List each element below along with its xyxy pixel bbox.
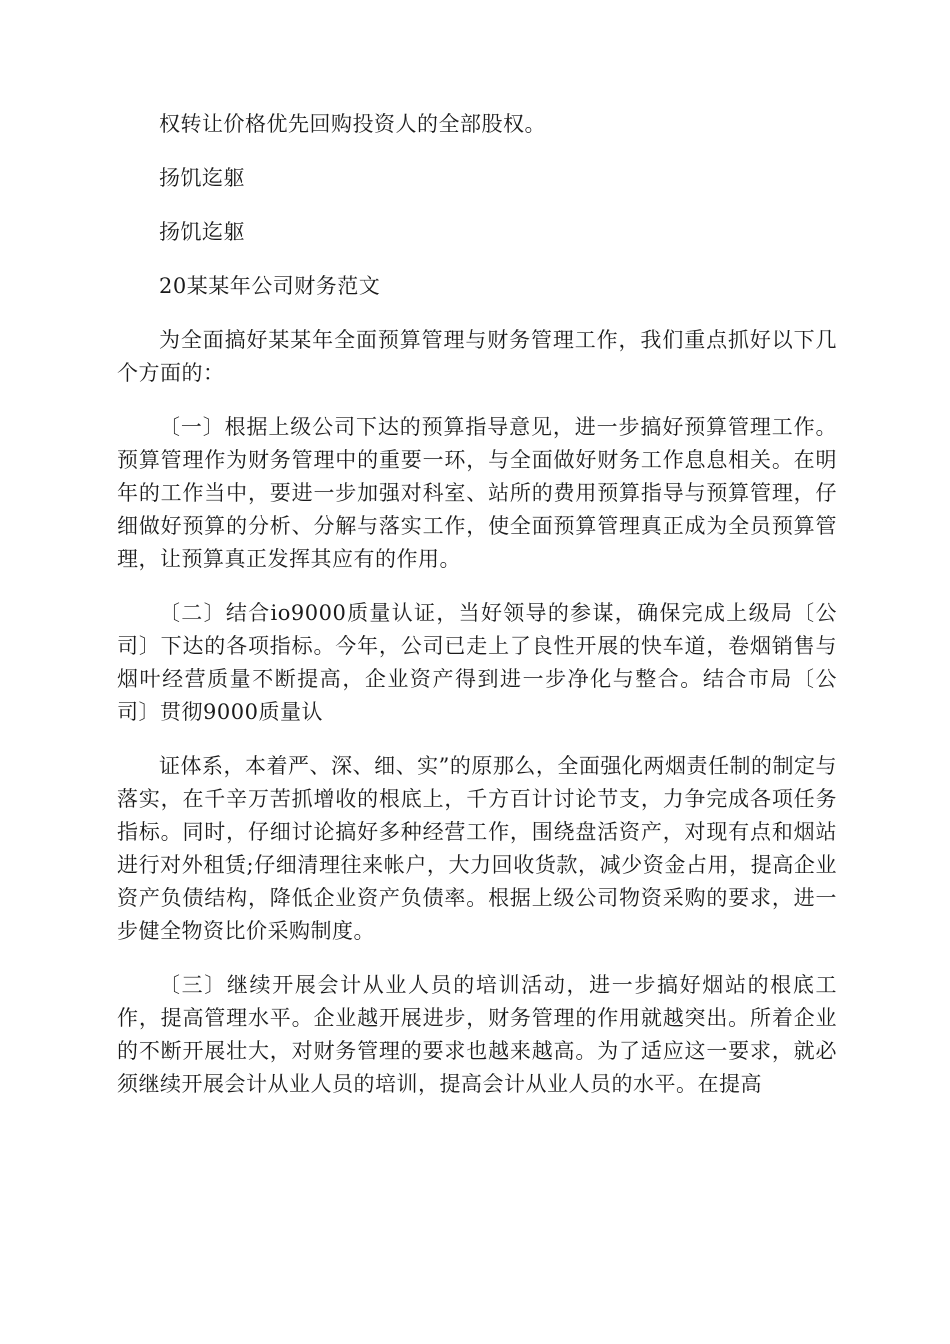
paragraph-item-2: 〔二〕结合io9000质量认证，当好领导的参谋，确保完成上级局〔公司〕下达的各项指标。今年，公司已走上了良性开展的快车道，卷烟销售与烟叶经营质量不断提高，企业资产得到进一步净化与整合。结合市局〔公司〕贯彻9000质量认 — [117, 601, 837, 724]
document-title: 20某某年公司财务范文 — [159, 274, 381, 298]
paragraph-continued-clause: 权转让价格优先回购投资人的全部股权。 — [159, 112, 546, 136]
paragraph-item-3: 〔三〕继续开展会计从业人员的培训活动，进一步搞好烟站的根底工作，提高管理水平。企业越开展进步，财务管理的作用就越突出。所着企业的不断开展壮大，对财务管理的要求也越来越高。为了适应这一要求，就必须继续开展会计从业人员的培训，提高会计从业人员的水平。在提高 — [117, 973, 837, 1096]
paragraph-garbled-line-1: 扬饥迄躯 — [159, 166, 245, 190]
document-body — [117, 108, 837, 1122]
paragraph-item-2-continued: 证体系，本着严、深、细、实”的原那么，全面强化两烟责任制的制定与落实，在千辛万苦抓增收的根底上，千方百计讨论节支，力争完成各项任务指标。同时，仔细讨论搞好多种经营工作，围绕盘活资产，对现有点和烟站进行对外租赁;仔细清理往来帐户，大力回收货款，减少资金占用，提高企业资产负债结构，降低企业资产负债率。根据上级公司物资采购的要求，进一步健全物资比价采购制度。 — [117, 754, 837, 943]
paragraph-item-1: 〔一〕根据上级公司下达的预算指导意见，进一步搞好预算管理工作。预算管理作为财务管理中的重要一环，与全面做好财务工作息息相关。在明年的工作当中，要进一步加强对科室、站所的费用预算指导与预算管理，仔细做好预算的分析、分解与落实工作，使全面预算管理真正成为全员预算管理，让预算真正发挥其应有的作用。 — [117, 415, 837, 571]
paragraph-garbled-line-2: 扬饥迄躯 — [159, 220, 245, 244]
paragraph-intro: 为全面搞好某某年全面预算管理与财务管理工作，我们重点抓好以下几个方面的： — [117, 328, 837, 385]
